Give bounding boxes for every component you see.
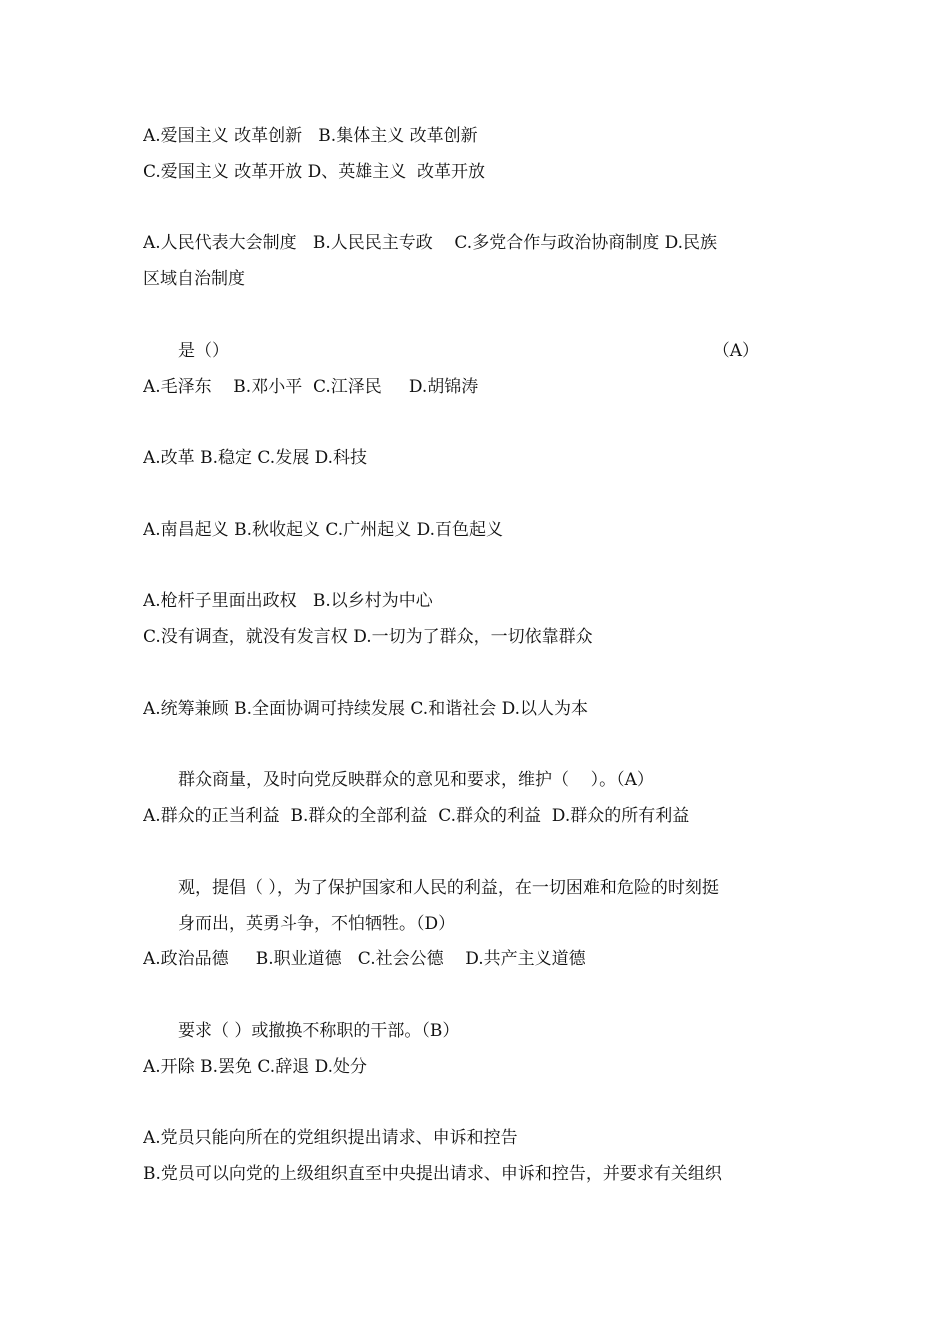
- option-line: A.改革 B.稳定 C.发展 D.科技: [143, 448, 368, 469]
- question-list: [143, 119, 823, 1193]
- question-continuation: 身而出，英勇斗争，不怕牺牲。（D）: [178, 913, 456, 934]
- option-line: A.人民代表大会制度 B.人民民主专政 C.多党合作与政治协商制度 D.民族: [143, 233, 718, 254]
- question-19: [143, 1086, 823, 1122]
- option-line: A.枪杆子里面出政权 B.以乡村为中心: [143, 591, 433, 612]
- question-16: [143, 728, 823, 764]
- question-13: [143, 477, 823, 513]
- question-17: [143, 835, 823, 871]
- option-line: B.党员可以向党的上级组织直至中央提出请求、申诉和控告，并要求有关组织: [143, 1164, 722, 1185]
- question-18: [143, 978, 823, 1014]
- question-14: [143, 549, 823, 585]
- answer-key: （A）: [712, 340, 759, 361]
- option-line: A.开除 B.罢免 C.辞退 D.处分: [143, 1056, 368, 1077]
- option-line: A.毛泽东 B.邓小平 C.江泽民 D.胡锦涛: [143, 376, 479, 397]
- question-15: [143, 656, 823, 692]
- option-line: A.群众的正当利益 B.群众的全部利益 C.群众的利益 D.群众的所有利益: [143, 806, 690, 827]
- question-11: [143, 298, 823, 334]
- question-continuation: 群众商量，及时向党反映群众的意见和要求，维护（ ）。（A）: [178, 770, 654, 791]
- option-line: 区域自治制度: [143, 269, 245, 290]
- option-line: A.政治品德 B.职业道德 C.社会公德 D.共产主义道德: [143, 949, 586, 970]
- question-continuation: 要求（ ）或撤换不称职的干部。（B）: [178, 1020, 460, 1041]
- question-10: [143, 191, 823, 227]
- question-continuation: [143, 334, 823, 370]
- question-text: 是（）: [178, 340, 229, 361]
- question-12: [143, 405, 823, 441]
- option-line: A.南昌起义 B.秋收起义 C.广州起义 D.百色起义: [143, 519, 504, 540]
- option-line: A.统筹兼顾 B.全面协调可持续发展 C.和谐社会 D.以人为本: [143, 698, 589, 719]
- option-line: C.爱国主义 改革开放 D、英雄主义 改革开放: [143, 161, 486, 182]
- question-continuation: 观，提倡（ ），为了保护国家和人民的利益，在一切困难和危险的时刻挺: [178, 877, 719, 898]
- option-line: A.党员只能向所在的党组织提出请求、申诉和控告: [143, 1128, 518, 1149]
- option-line: C.没有调查，就没有发言权 D.一切为了群众，一切依靠群众: [143, 627, 593, 648]
- option-line: A.爱国主义 改革创新 B.集体主义 改革创新: [143, 126, 478, 146]
